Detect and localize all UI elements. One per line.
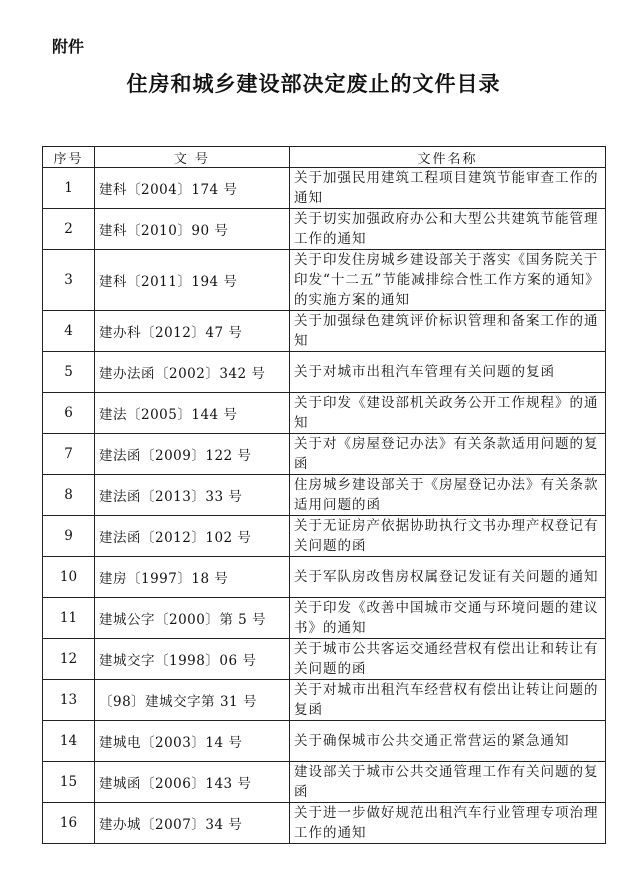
table-row bbox=[43, 516, 606, 557]
document-number: 建房〔1997〕18 号 bbox=[95, 557, 290, 598]
document-number: 建城函〔2006〕143 号 bbox=[95, 762, 290, 803]
row-number: 8 bbox=[43, 475, 95, 516]
document-name: 建设部关于城市公共交通管理工作有关问题的复函 bbox=[290, 762, 606, 803]
document-number: 建办科〔2012〕47 号 bbox=[95, 311, 290, 352]
row-number: 16 bbox=[43, 803, 95, 844]
table-row bbox=[43, 209, 606, 250]
document-number: 建城电〔2003〕14 号 bbox=[95, 721, 290, 762]
table-row bbox=[43, 721, 606, 762]
document-name: 关于印发住房城乡建设部关于落实《国务院关于印发“十二五”节能减排综合性工作方案的通知》的实施方案的通知 bbox=[290, 250, 606, 311]
document-number: 建法函〔2013〕33 号 bbox=[95, 475, 290, 516]
document-number: 建办法函〔2002〕342 号 bbox=[95, 352, 290, 393]
row-number: 10 bbox=[43, 557, 95, 598]
row-number: 1 bbox=[43, 168, 95, 209]
document-name: 关于对《房屋登记办法》有关条款适用问题的复函 bbox=[290, 434, 606, 475]
table-row bbox=[43, 352, 606, 393]
row-number: 15 bbox=[43, 762, 95, 803]
document-number: 〔98〕建城交字第 31 号 bbox=[95, 680, 290, 721]
document-number: 建科〔2010〕90 号 bbox=[95, 209, 290, 250]
document-name: 住房城乡建设部关于《房屋登记办法》有关条款适用问题的函 bbox=[290, 475, 606, 516]
table-row bbox=[43, 639, 606, 680]
table-row bbox=[43, 168, 606, 209]
row-number: 2 bbox=[43, 209, 95, 250]
document-name: 关于印发《建设部机关政务公开工作规程》的通知 bbox=[290, 393, 606, 434]
column-header-document-name: 文件名称 bbox=[290, 147, 606, 168]
document-name: 关于进一步做好规范出租汽车行业管理专项治理工作的通知 bbox=[290, 803, 606, 844]
document-name: 关于印发《改善中国城市交通与环境问题的建议书》的通知 bbox=[290, 598, 606, 639]
row-number: 4 bbox=[43, 311, 95, 352]
document-number: 建城交字〔1998〕06 号 bbox=[95, 639, 290, 680]
document-title: 住房和城乡建设部决定废止的文件目录 bbox=[126, 71, 501, 96]
row-number: 13 bbox=[43, 680, 95, 721]
document-name: 关于军队房改售房权属登记发证有关问题的通知 bbox=[290, 557, 606, 598]
document-name: 关于加强民用建筑工程项目建筑节能审查工作的通知 bbox=[290, 168, 606, 209]
document-number: 建法〔2005〕144 号 bbox=[95, 393, 290, 434]
table-row bbox=[43, 598, 606, 639]
document-number: 建办城〔2007〕34 号 bbox=[95, 803, 290, 844]
document-table bbox=[42, 146, 606, 844]
document-name: 关于切实加强政府办公和大型公共建筑节能管理工作的通知 bbox=[290, 209, 606, 250]
document-name: 关于加强绿色建筑评价标识管理和备案工作的通知 bbox=[290, 311, 606, 352]
row-number: 5 bbox=[43, 352, 95, 393]
document-number: 建科〔2011〕194 号 bbox=[95, 250, 290, 311]
table-row bbox=[43, 250, 606, 311]
attachment-label: 附件 bbox=[52, 37, 85, 56]
table-row bbox=[43, 762, 606, 803]
row-number: 9 bbox=[43, 516, 95, 557]
row-number: 12 bbox=[43, 639, 95, 680]
row-number: 6 bbox=[43, 393, 95, 434]
document-name: 关于城市公共客运交通经营权有偿出让和转让有关问题的函 bbox=[290, 639, 606, 680]
table-row bbox=[43, 557, 606, 598]
document-name: 关于对城市出租汽车管理有关问题的复函 bbox=[290, 352, 606, 393]
document-name: 关于确保城市公共交通正常营运的紧急通知 bbox=[290, 721, 606, 762]
table-row bbox=[43, 803, 606, 844]
document-name: 关于对城市出租汽车经营权有偿出让转让问题的复函 bbox=[290, 680, 606, 721]
document-name: 关于无证房产依据协助执行文书办理产权登记有关问题的函 bbox=[290, 516, 606, 557]
table-row bbox=[43, 680, 606, 721]
row-number: 7 bbox=[43, 434, 95, 475]
document-number: 建法函〔2009〕122 号 bbox=[95, 434, 290, 475]
column-header-number: 序号 bbox=[43, 147, 95, 168]
table-header-row bbox=[43, 147, 606, 168]
table-row bbox=[43, 475, 606, 516]
table-row bbox=[43, 311, 606, 352]
row-number: 14 bbox=[43, 721, 95, 762]
document-number: 建城公字〔2000〕第 5 号 bbox=[95, 598, 290, 639]
document-number: 建法函〔2012〕102 号 bbox=[95, 516, 290, 557]
row-number: 11 bbox=[43, 598, 95, 639]
table-row bbox=[43, 393, 606, 434]
column-header-document-no: 文 号 bbox=[95, 147, 290, 168]
row-number: 3 bbox=[43, 250, 95, 311]
document-number: 建科〔2004〕174 号 bbox=[95, 168, 290, 209]
table-row bbox=[43, 434, 606, 475]
